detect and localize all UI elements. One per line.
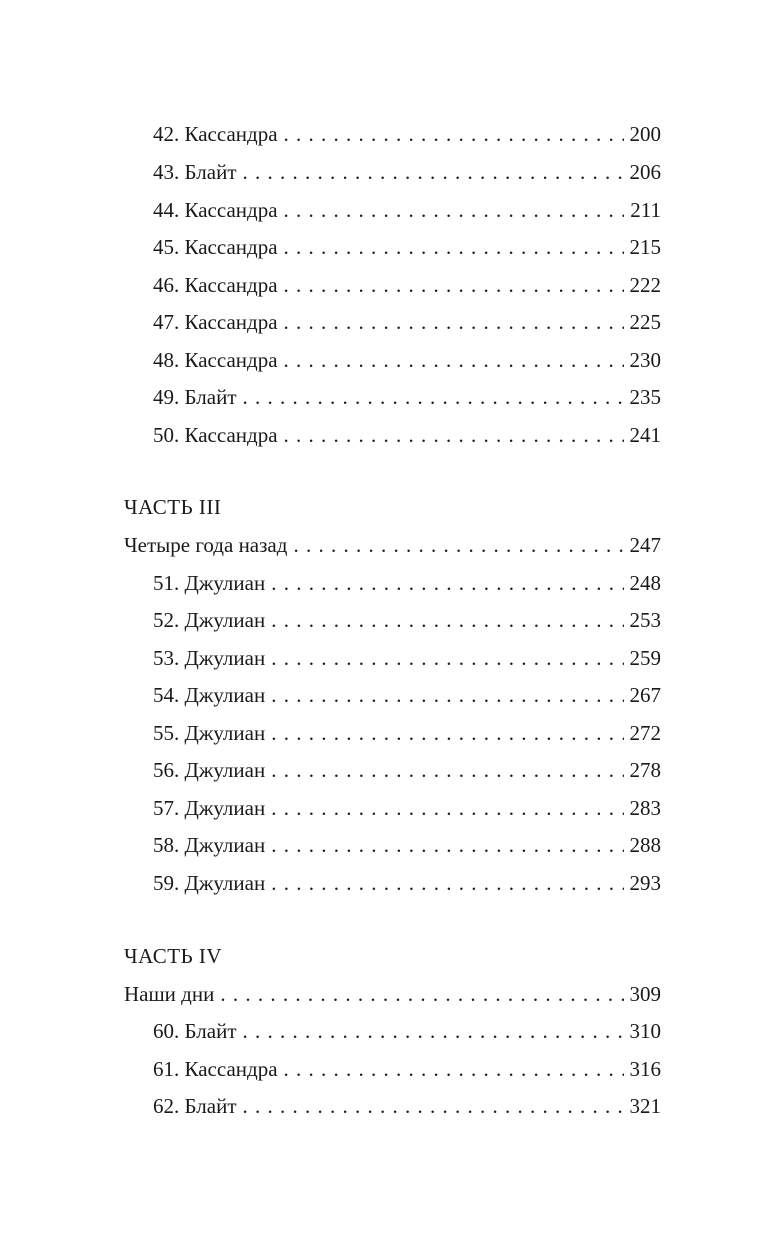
toc-entry-title: 53. Джулиан bbox=[153, 646, 266, 670]
dot-leader bbox=[271, 680, 623, 710]
toc-entry-page: 310 bbox=[629, 1019, 661, 1043]
part-heading: ЧАСТЬ III bbox=[124, 495, 222, 519]
toc-entry bbox=[153, 195, 661, 225]
toc-entry-title: 59. Джулиан bbox=[153, 871, 266, 895]
toc-entry-page: 259 bbox=[629, 646, 661, 670]
dot-leader bbox=[220, 979, 623, 1009]
toc-entry bbox=[153, 420, 661, 450]
toc-entry-page: 206 bbox=[629, 160, 661, 184]
toc-entry-title: 48. Кассандра bbox=[153, 348, 278, 372]
toc-section-entry bbox=[124, 530, 661, 560]
toc-entry-title: 52. Джулиан bbox=[153, 608, 266, 632]
toc-entry bbox=[153, 830, 661, 860]
dot-leader bbox=[284, 232, 624, 262]
toc-entry-title: 42. Кассандра bbox=[153, 122, 278, 146]
toc-entry-title: 47. Кассандра bbox=[153, 310, 278, 334]
toc-entry bbox=[153, 680, 661, 710]
dot-leader bbox=[271, 868, 623, 898]
toc-entry-page: 288 bbox=[629, 833, 661, 857]
toc-entry-page: 283 bbox=[629, 796, 661, 820]
toc-entry-title: 62. Блайт bbox=[153, 1094, 237, 1118]
dot-leader bbox=[284, 195, 625, 225]
toc-section-entry bbox=[124, 979, 661, 1009]
toc-entry-title: 54. Джулиан bbox=[153, 683, 266, 707]
toc-entry-page: 321 bbox=[629, 1094, 661, 1118]
dot-leader bbox=[243, 1016, 624, 1046]
toc-entry-title: 44. Кассандра bbox=[153, 198, 278, 222]
toc-entry-title: 49. Блайт bbox=[153, 385, 237, 409]
toc-entry-title: 60. Блайт bbox=[153, 1019, 237, 1043]
dot-leader bbox=[284, 420, 624, 450]
toc-entry bbox=[153, 345, 661, 375]
toc-entry bbox=[153, 232, 661, 262]
dot-leader bbox=[293, 530, 623, 560]
toc-entry bbox=[153, 868, 661, 898]
dot-leader bbox=[271, 718, 623, 748]
toc-entry-page: 200 bbox=[629, 122, 661, 146]
toc-entry bbox=[153, 382, 661, 412]
toc-entry bbox=[153, 270, 661, 300]
dot-leader bbox=[243, 157, 624, 187]
toc-entry-title: 55. Джулиан bbox=[153, 721, 266, 745]
toc-entry-title: 57. Джулиан bbox=[153, 796, 266, 820]
dot-leader bbox=[284, 345, 624, 375]
dot-leader bbox=[271, 755, 623, 785]
toc-entry-page: 211 bbox=[630, 198, 661, 222]
toc-entry-title: 43. Блайт bbox=[153, 160, 237, 184]
dot-leader bbox=[243, 382, 624, 412]
toc-entry bbox=[153, 568, 661, 598]
toc-entry-page: 215 bbox=[629, 235, 661, 259]
toc-entry bbox=[153, 1016, 661, 1046]
dot-leader bbox=[271, 605, 623, 635]
toc-entry-page: 222 bbox=[629, 273, 661, 297]
dot-leader bbox=[284, 307, 624, 337]
toc-entry-page: 225 bbox=[629, 310, 661, 334]
toc-entry-title: 58. Джулиан bbox=[153, 833, 266, 857]
toc-entry bbox=[153, 1054, 661, 1084]
dot-leader bbox=[284, 119, 624, 149]
toc-entry-page: 247 bbox=[629, 533, 661, 557]
toc-entry-title: 50. Кассандра bbox=[153, 423, 278, 447]
toc-entry-title: 61. Кассандра bbox=[153, 1057, 278, 1081]
toc-entry-page: 267 bbox=[629, 683, 661, 707]
toc-entry-page: 272 bbox=[629, 721, 661, 745]
part-heading: ЧАСТЬ IV bbox=[124, 944, 223, 968]
toc-entry bbox=[153, 718, 661, 748]
toc-entry-page: 278 bbox=[629, 758, 661, 782]
dot-leader bbox=[271, 568, 623, 598]
toc-entry-title: Четыре года назад bbox=[124, 533, 288, 557]
toc-entry-page: 230 bbox=[629, 348, 661, 372]
dot-leader bbox=[271, 830, 623, 860]
toc-entry bbox=[153, 157, 661, 187]
toc-entry-page: 316 bbox=[629, 1057, 661, 1081]
toc-entry-title: 56. Джулиан bbox=[153, 758, 266, 782]
toc-entry bbox=[153, 643, 661, 673]
toc-entry-title: Наши дни bbox=[124, 982, 215, 1006]
dot-leader bbox=[284, 270, 624, 300]
toc-entry-page: 293 bbox=[629, 871, 661, 895]
dot-leader bbox=[243, 1091, 624, 1121]
toc-entry bbox=[153, 605, 661, 635]
toc-entry-page: 253 bbox=[629, 608, 661, 632]
dot-leader bbox=[271, 793, 623, 823]
toc-entry bbox=[153, 307, 661, 337]
toc-entry-title: 46. Кассандра bbox=[153, 273, 278, 297]
toc-entry-title: 51. Джулиан bbox=[153, 571, 266, 595]
toc-entry bbox=[153, 793, 661, 823]
toc-entry bbox=[153, 119, 661, 149]
toc-entry-page: 235 bbox=[629, 385, 661, 409]
toc-entry-page: 309 bbox=[629, 982, 661, 1006]
toc-entry bbox=[153, 1091, 661, 1121]
toc-entry-title: 45. Кассандра bbox=[153, 235, 278, 259]
toc-entry-page: 248 bbox=[629, 571, 661, 595]
toc-entry-page: 241 bbox=[629, 423, 661, 447]
dot-leader bbox=[271, 643, 623, 673]
toc-entry bbox=[153, 755, 661, 785]
dot-leader bbox=[284, 1054, 624, 1084]
